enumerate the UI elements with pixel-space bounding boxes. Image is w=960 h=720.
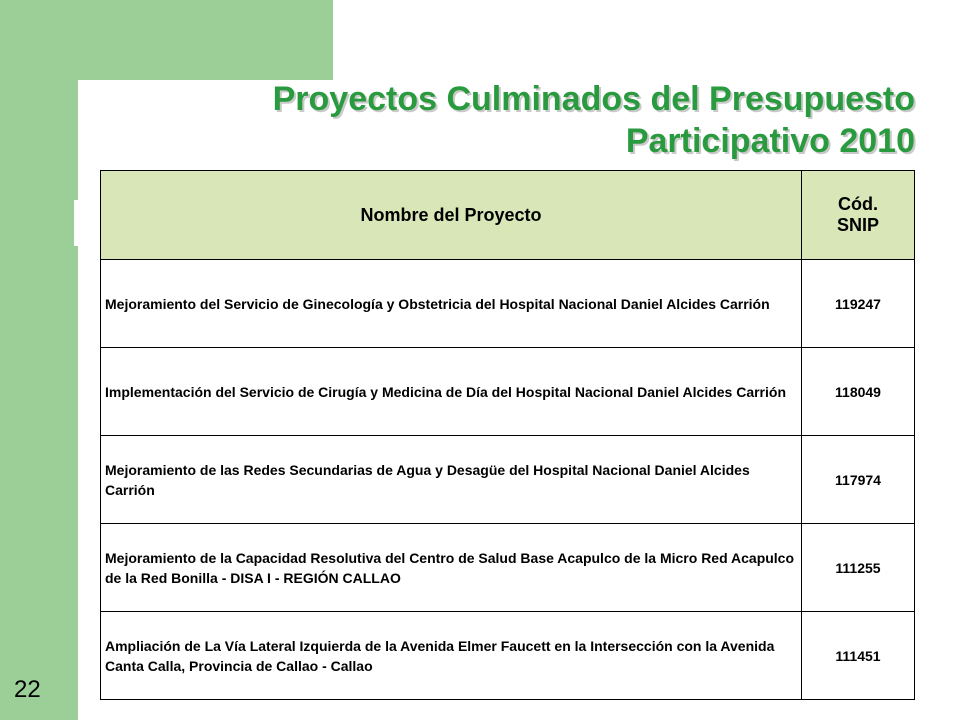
header-snip-line-1: Cód. [838,194,878,214]
corner-curve [78,80,148,150]
table-row [101,436,915,524]
snip-code-cell: 111255 [802,524,915,612]
snip-code-cell: 111451 [802,612,915,700]
project-name-cell: Mejoramiento de la Capacidad Resolutiva del Centro de Salud Base Acapulco de la Micro Red Acapulco de la Red Bonilla - DISA I - REGIÓN CALLAO [101,524,802,612]
header-project-name: Nombre del Proyecto [101,171,802,260]
snip-code-cell: 118049 [802,348,915,436]
project-name-cell: Mejoramiento de las Redes Secundarias de Agua y Desagüe del Hospital Nacional Daniel Alcides Carrión [101,436,802,524]
table-row [101,612,915,700]
project-name-cell: Ampliación de La Vía Lateral Izquierda de la Avenida Elmer Faucett en la Intersección con la Avenida Canta Calla, Provincia de Callao - Callao [101,612,802,700]
page-title-line-1: Proyectos Culminados del Presupuesto [272,80,915,118]
band-notch [74,200,80,246]
left-green-band [0,0,78,720]
table-row [101,348,915,436]
project-name-cell: Mejoramiento del Servicio de Ginecología y Obstetricia del Hospital Nacional Daniel Alcides Carrión [101,260,802,348]
page-title-line-2: Participativo 2010 [625,122,915,160]
page-title [195,78,915,162]
snip-code-cell: 117974 [802,436,915,524]
table-row [101,260,915,348]
table-row [101,524,915,612]
top-green-band [0,0,333,80]
project-name-cell: Implementación del Servicio de Cirugía y Medicina de Día del Hospital Nacional Daniel Alcides Carrión [101,348,802,436]
page-number: 22 [14,676,41,703]
snip-code-cell: 119247 [802,260,915,348]
header-snip-line-2: SNIP [836,215,879,235]
header-snip-code [802,171,915,260]
table-header-row [101,171,915,260]
projects-table [100,170,915,700]
